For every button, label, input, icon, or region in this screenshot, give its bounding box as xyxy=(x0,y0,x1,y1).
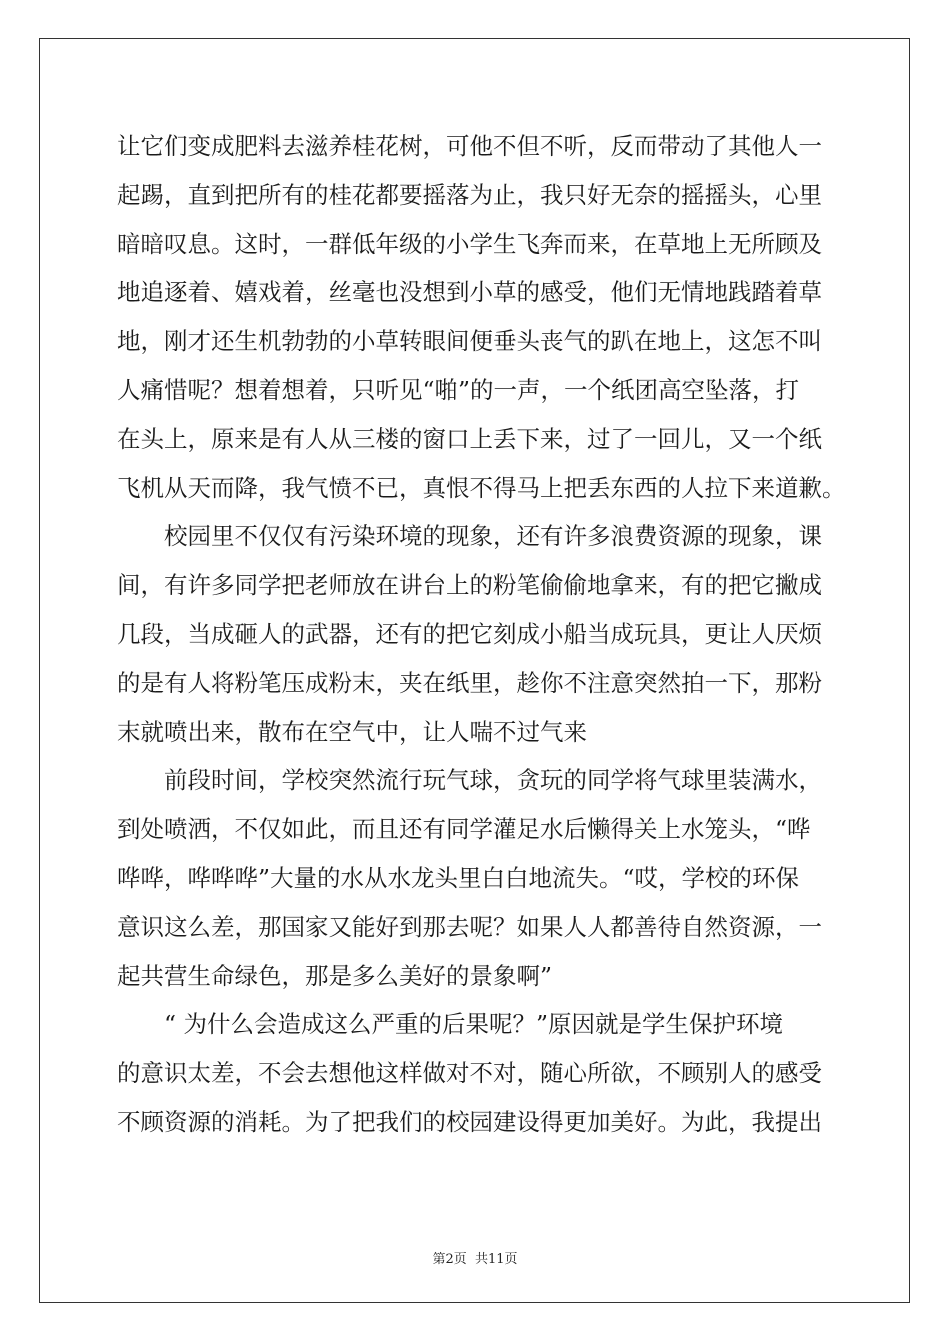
text-line: 的是有人将粉笔压成粉末，夹在纸里，趁你不注意突然拍一下，那粉 xyxy=(117,668,822,697)
text-line: 间，有许多同学把老师放在讲台上的粉笔偷偷地拿来，有的把它撇成 xyxy=(117,571,822,600)
text-line: 起共营生命绿色，那是多么美好的景象啊” xyxy=(117,961,553,990)
text-line: 的意识太差，不会去想他这样做对不对，随心所欲，不顾别人的感受 xyxy=(117,1059,822,1088)
text-line: 暗暗叹息。这时，一群低年级的小学生飞奔而来，在草地上无所顾及 xyxy=(117,229,822,258)
document-body xyxy=(117,122,846,1147)
text-line: 校园里不仅仅有污染环境的现象，还有许多浪费资源的现象，课 xyxy=(117,522,822,551)
text-line: “ 为什么会造成这么严重的后果呢？”原因就是学生保护环境 xyxy=(117,1010,783,1039)
text-line: 意识这么差，那国家又能好到那去呢？如果人人都善待自然资源，一 xyxy=(117,912,822,941)
text-line: 到处喷洒，不仅如此，而且还有同学灌足水后懒得关上水笼头，“哗 xyxy=(117,815,811,844)
text-line: 几段，当成砸人的武器，还有的把它刻成小船当成玩具，更让人厌烦 xyxy=(117,619,822,648)
text-line: 前段时间，学校突然流行玩气球，贪玩的同学将气球里装满水， xyxy=(117,766,822,795)
text-line: 地追逐着、嬉戏着，丝毫也没想到小草的感受，他们无情地践踏着草 xyxy=(117,278,822,307)
text-line: 末就喷出来，散布在空气中，让人喘不过气来 xyxy=(117,717,587,746)
page-footer xyxy=(0,1248,950,1267)
text-line: 起踢，直到把所有的桂花都要摇落为止，我只好无奈的摇摇头，心里 xyxy=(117,180,822,209)
page-number: 第2页 xyxy=(432,1252,467,1267)
text-line: 人痛惜呢？想着想着，只听见“啪”的一声，一个纸团高空坠落，打 xyxy=(117,375,800,404)
text-line: 飞机从天而降，我气愤不已，真恨不得马上把丢东西的人拉下来道歉。 xyxy=(117,473,846,502)
page-total: 共11页 xyxy=(474,1252,518,1267)
text-line: 不顾资源的消耗。为了把我们的校园建设得更加美好。为此，我提出 xyxy=(117,1107,822,1136)
text-line: 地，刚才还生机勃勃的小草转眼间便垂头丧气的趴在地上，这怎不叫 xyxy=(117,327,822,356)
text-line: 在头上，原来是有人从三楼的窗口上丢下来，过了一回儿，又一个纸 xyxy=(117,424,822,453)
text-line: 让它们变成肥料去滋养桂花树，可他不但不听，反而带动了其他人一 xyxy=(117,132,822,160)
body-text xyxy=(117,122,846,1147)
text-line: 哗哗，哗哗哗”大量的水从水龙头里白白地流失。“哎，学校的环保 xyxy=(117,863,800,892)
